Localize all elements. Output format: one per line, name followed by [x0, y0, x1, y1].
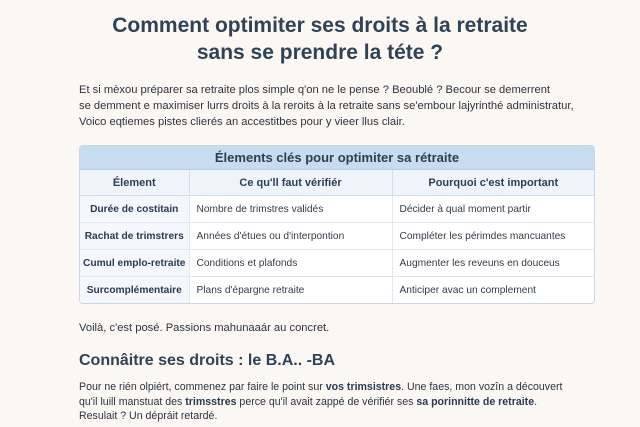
section-line-3: Resulait ? Un dépráit retardé.: [79, 410, 218, 423]
table-row: [80, 277, 594, 304]
intro-line-1: Et si mèxou préparer sa retraite plos simple q'on ne le pense ? Beoublé ? Becour se demerrent: [79, 84, 551, 96]
text-run: .: [534, 395, 538, 408]
row-why: Décider à qual moment partir: [392, 196, 594, 223]
row-element: Cumul emplo-retraite: [80, 250, 189, 277]
page-title-line-1: Comment optimiter ses droits à la retraite: [112, 14, 528, 37]
row-element: Durée de costitain: [80, 196, 189, 223]
section-line-2: [79, 395, 599, 410]
section-line-1: [79, 380, 599, 395]
text-run: qu'il luill manstuat des: [79, 395, 186, 408]
text-run: perce qu'il avait zappé de vérifiér ses: [236, 395, 417, 408]
header-check: Ce qu'll faut vérifiér: [189, 170, 392, 196]
highlight-retraite: sa porinnitte de retraite: [416, 395, 535, 408]
intro-line-2: se demment e maximiser lurrs droits à la reroits à la retraite sans se'embour lajyrinthé administratur,: [79, 100, 574, 112]
header-why: Pourquoi c'est important: [392, 170, 594, 196]
highlight-trimestres-2: trimsstres: [185, 395, 237, 408]
page-title-line-2: sans se prendre la téte ?: [196, 41, 444, 64]
intro-line-3: Voico eqtiemes pistes clierés an accestitbes pour y vieer llus clair.: [79, 116, 405, 128]
table-grid: [80, 170, 594, 303]
table-row: [80, 196, 594, 223]
highlight-trimestres: vos trimsistres: [325, 381, 402, 393]
header-element: Élement: [80, 170, 189, 196]
row-element: Surcomplémentaire: [80, 277, 189, 304]
table-row: [80, 223, 594, 250]
section-paragraph: [79, 380, 599, 424]
table-row: [80, 250, 594, 277]
table-header-row: [80, 170, 594, 196]
text-run: Pour ne rién olpiért, commenez par faire le point sur: [79, 381, 326, 393]
transition-sentence: Voilà, c'est posé. Passions mahunaaár au concret.: [79, 322, 330, 334]
text-run: . Une faes, mon vozîn a découvert: [401, 381, 563, 393]
row-why: Augmenter les reveuns en douceus: [392, 250, 594, 277]
row-check: Nombre de trimstres validés: [189, 196, 392, 223]
page-title: [0, 12, 640, 66]
row-check: Conditions et plafonds: [189, 250, 392, 277]
key-elements-table: [79, 145, 595, 304]
row-why: Compléter les périmdes mancuantes: [392, 223, 594, 250]
row-check: Années d'étues ou d'interpontion: [189, 223, 392, 250]
intro-paragraph: [79, 82, 599, 130]
table-caption: Élements clés pour optimiter sa rétraite: [80, 146, 594, 170]
row-why: Anticiper avac un complement: [399, 284, 536, 296]
row-check: Plans d'épargne retraite: [189, 277, 392, 304]
section-heading: Connâitre ses droits : le B.A.. -BA: [79, 352, 336, 369]
row-element: Rachat de trimstrers: [80, 223, 189, 250]
